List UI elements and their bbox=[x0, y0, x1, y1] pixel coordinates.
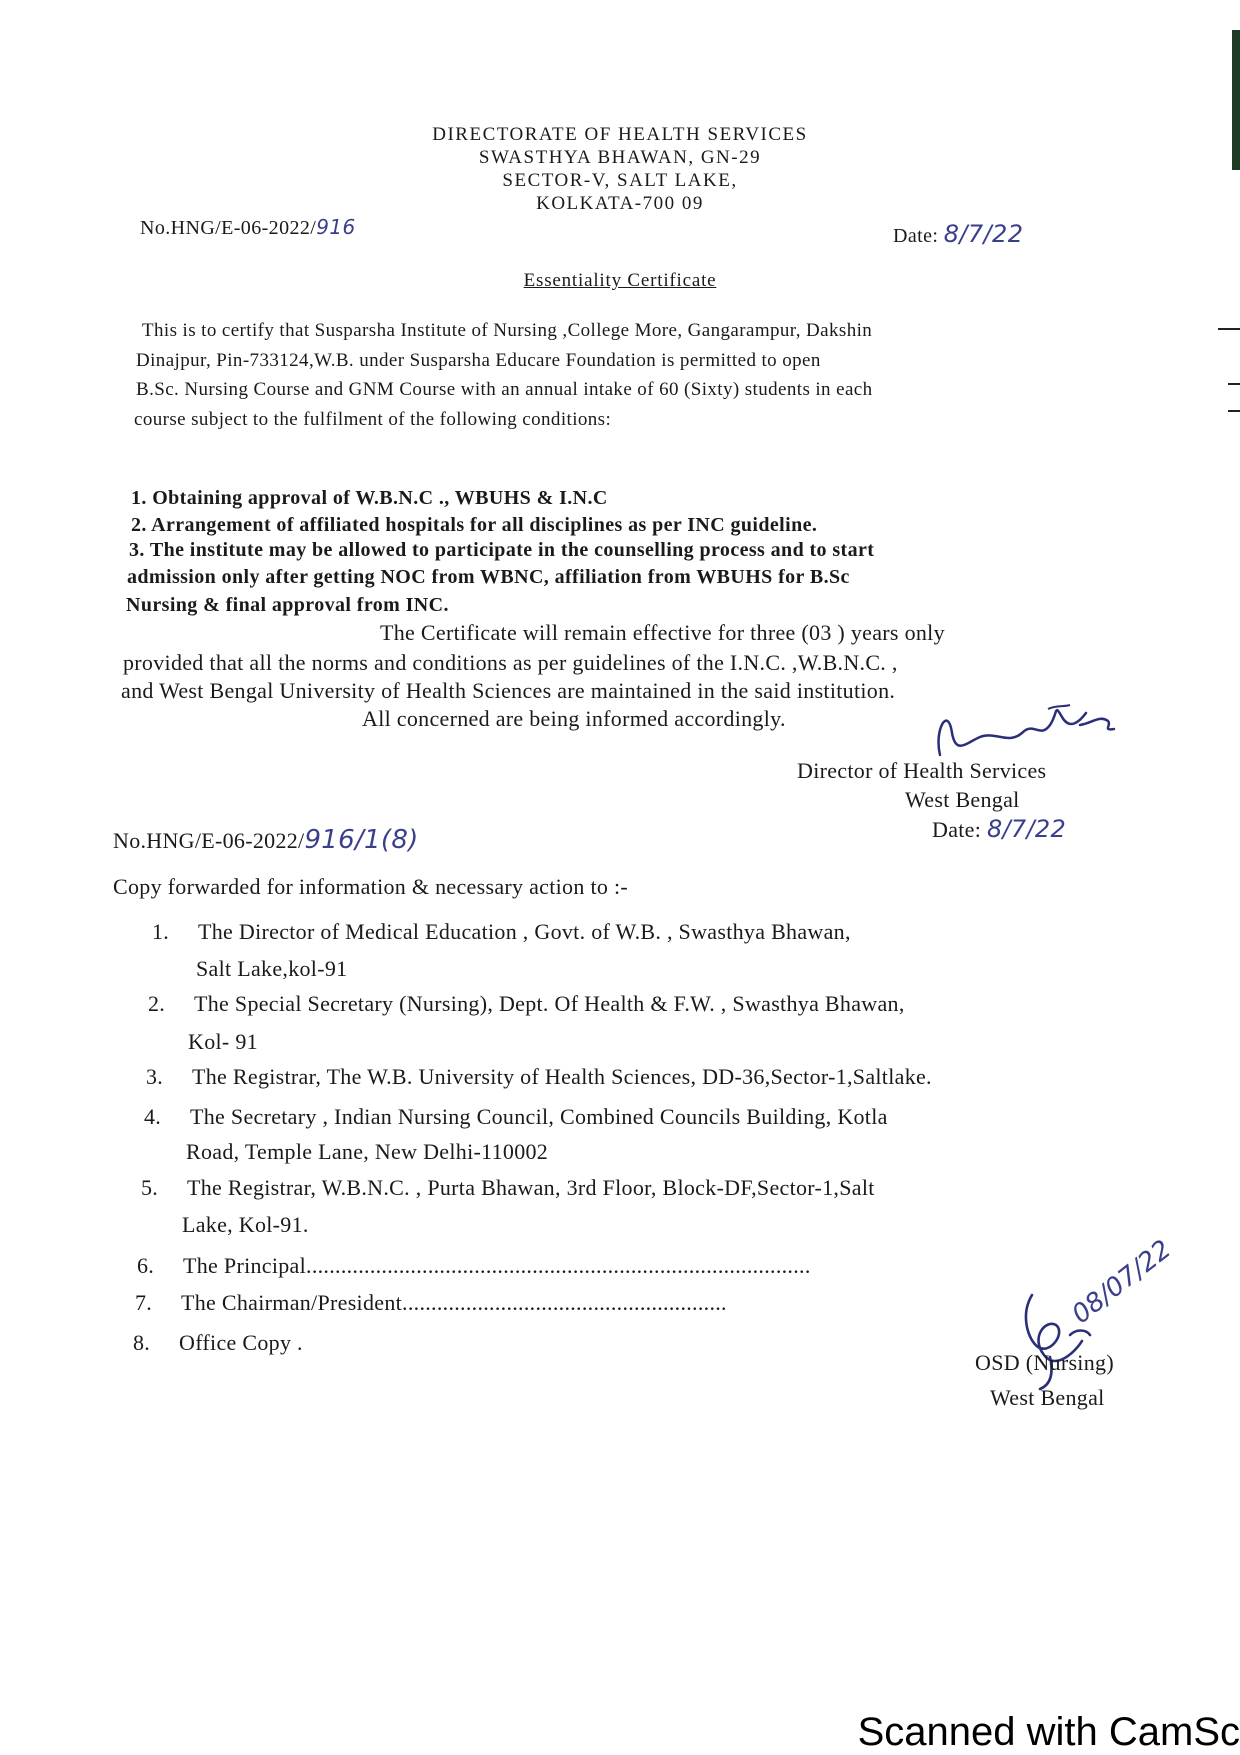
copy-list-item bbox=[148, 991, 905, 1017]
validity-line: The Certificate will remain effective for three (03 ) years only bbox=[380, 620, 945, 645]
condition-line: Nursing & final approval from INC. bbox=[126, 594, 449, 616]
header-line-4: KOLKATA-700 09 bbox=[536, 193, 704, 214]
copy-list-item bbox=[141, 1175, 875, 1201]
copy-list-text: The Principal....................................................................................... bbox=[183, 1253, 811, 1278]
copy-reference-printed: No.HNG/E-06-2022/ bbox=[113, 828, 305, 853]
condition-line: admission only after getting NOC from WBNC, affiliation from WBUHS for B.Sc bbox=[127, 566, 850, 588]
scan-edge-mark bbox=[1228, 410, 1240, 412]
scan-edge-mark bbox=[1218, 328, 1240, 330]
scanner-watermark: Scanned with CamSc bbox=[857, 1710, 1240, 1754]
copy-list-continuation: Salt Lake,kol-91 bbox=[196, 956, 348, 981]
copy-list-text: The Chairman/President........................................................ bbox=[181, 1290, 727, 1315]
copy-list-text: The Director of Medical Education , Govt. of W.B. , Swasthya Bhawan, bbox=[198, 919, 851, 944]
copy-list-continuation: Kol- 91 bbox=[188, 1029, 258, 1054]
copy-reference-number bbox=[113, 825, 419, 855]
copy-list-number: 6. bbox=[137, 1253, 155, 1278]
condition-line: 2. Arrangement of affiliated hospitals for all disciplines as per INC guideline. bbox=[131, 514, 818, 536]
validity-line: and West Bengal University of Health Sciences are maintained in the said institution. bbox=[121, 678, 896, 703]
signatory-place: West Bengal bbox=[905, 787, 1020, 812]
intro-line: Dinajpur, Pin-733124,W.B. under Susparsha Educare Foundation is permitted to open bbox=[136, 350, 821, 371]
reference-number-printed: No.HNG/E-06-2022/ bbox=[140, 217, 317, 239]
signatory-title: Director of Health Services bbox=[797, 758, 1047, 783]
osd-date-handwritten: 08/07/22 bbox=[1066, 1234, 1178, 1330]
reference-number bbox=[140, 215, 356, 240]
copy-list-item bbox=[144, 1104, 888, 1130]
copy-intro: Copy forwarded for information & necessary action to :- bbox=[113, 874, 629, 899]
signatory-date bbox=[932, 815, 1066, 843]
copy-list-text: Office Copy . bbox=[179, 1330, 303, 1355]
copy-list-number: 8. bbox=[133, 1330, 151, 1355]
copy-list-number: 7. bbox=[135, 1290, 153, 1315]
copy-list-number: 4. bbox=[144, 1104, 162, 1129]
osd-place: West Bengal bbox=[990, 1385, 1105, 1410]
issue-date-handwritten: 8/7/22 bbox=[943, 220, 1024, 248]
copy-list-item bbox=[152, 919, 851, 945]
reference-number-handwritten: 916 bbox=[316, 215, 356, 239]
intro-line: This is to certify that Susparsha Institute of Nursing ,College More, Gangarampur, Dakshin bbox=[142, 320, 873, 341]
scan-edge-mark bbox=[1228, 383, 1240, 385]
copy-list-item bbox=[146, 1064, 932, 1090]
copy-list-text: The Secretary , Indian Nursing Council, Combined Councils Building, Kotla bbox=[190, 1104, 888, 1129]
header-line-3: SECTOR-V, SALT LAKE, bbox=[502, 170, 738, 191]
signatory-date-label: Date: bbox=[932, 817, 982, 842]
director-signature bbox=[930, 695, 1120, 765]
validity-line: provided that all the norms and conditions as per guidelines of the I.N.C. ,W.B.N.C. , bbox=[123, 650, 898, 675]
copy-list-number: 1. bbox=[152, 919, 170, 944]
header-line-1: DIRECTORATE OF HEALTH SERVICES bbox=[432, 124, 808, 145]
issue-date bbox=[893, 220, 1023, 248]
copy-list-number: 2. bbox=[148, 991, 166, 1016]
copy-list-number: 3. bbox=[146, 1064, 164, 1089]
issue-date-label: Date: bbox=[893, 225, 939, 247]
copy-list-item bbox=[133, 1330, 303, 1356]
copy-list-continuation: Lake, Kol-91. bbox=[182, 1212, 309, 1237]
certificate-title: Essentiality Certificate bbox=[523, 270, 717, 291]
copy-list-item bbox=[135, 1290, 727, 1316]
copy-list-continuation: Road, Temple Lane, New Delhi-110002 bbox=[186, 1139, 549, 1164]
osd-title: OSD (Nursing) bbox=[975, 1350, 1114, 1375]
copy-reference-handwritten: 916/1(8) bbox=[304, 825, 419, 855]
copy-list-text: The Special Secretary (Nursing), Dept. Of Health & F.W. , Swasthya Bhawan, bbox=[194, 991, 905, 1016]
intro-line: course subject to the fulfilment of the following conditions: bbox=[134, 409, 612, 430]
copy-list-text: The Registrar, W.B.N.C. , Purta Bhawan, 3rd Floor, Block-DF,Sector-1,Salt bbox=[187, 1175, 875, 1200]
copy-list-text: The Registrar, The W.B. University of Health Sciences, DD-36,Sector-1,Saltlake. bbox=[192, 1064, 932, 1089]
condition-line: 3. The institute may be allowed to participate in the counselling process and to start bbox=[129, 539, 875, 561]
copy-list-item bbox=[137, 1253, 811, 1279]
informed-line: All concerned are being informed accordingly. bbox=[362, 706, 786, 731]
intro-line: B.Sc. Nursing Course and GNM Course with an annual intake of 60 (Sixty) students in each bbox=[136, 379, 873, 400]
signatory-date-handwritten: 8/7/22 bbox=[986, 815, 1067, 843]
condition-line: 1. Obtaining approval of W.B.N.C ., WBUHS & I.N.C bbox=[131, 487, 608, 509]
header-line-2: SWASTHYA BHAWAN, GN-29 bbox=[478, 147, 762, 168]
copy-list-number: 5. bbox=[141, 1175, 159, 1200]
